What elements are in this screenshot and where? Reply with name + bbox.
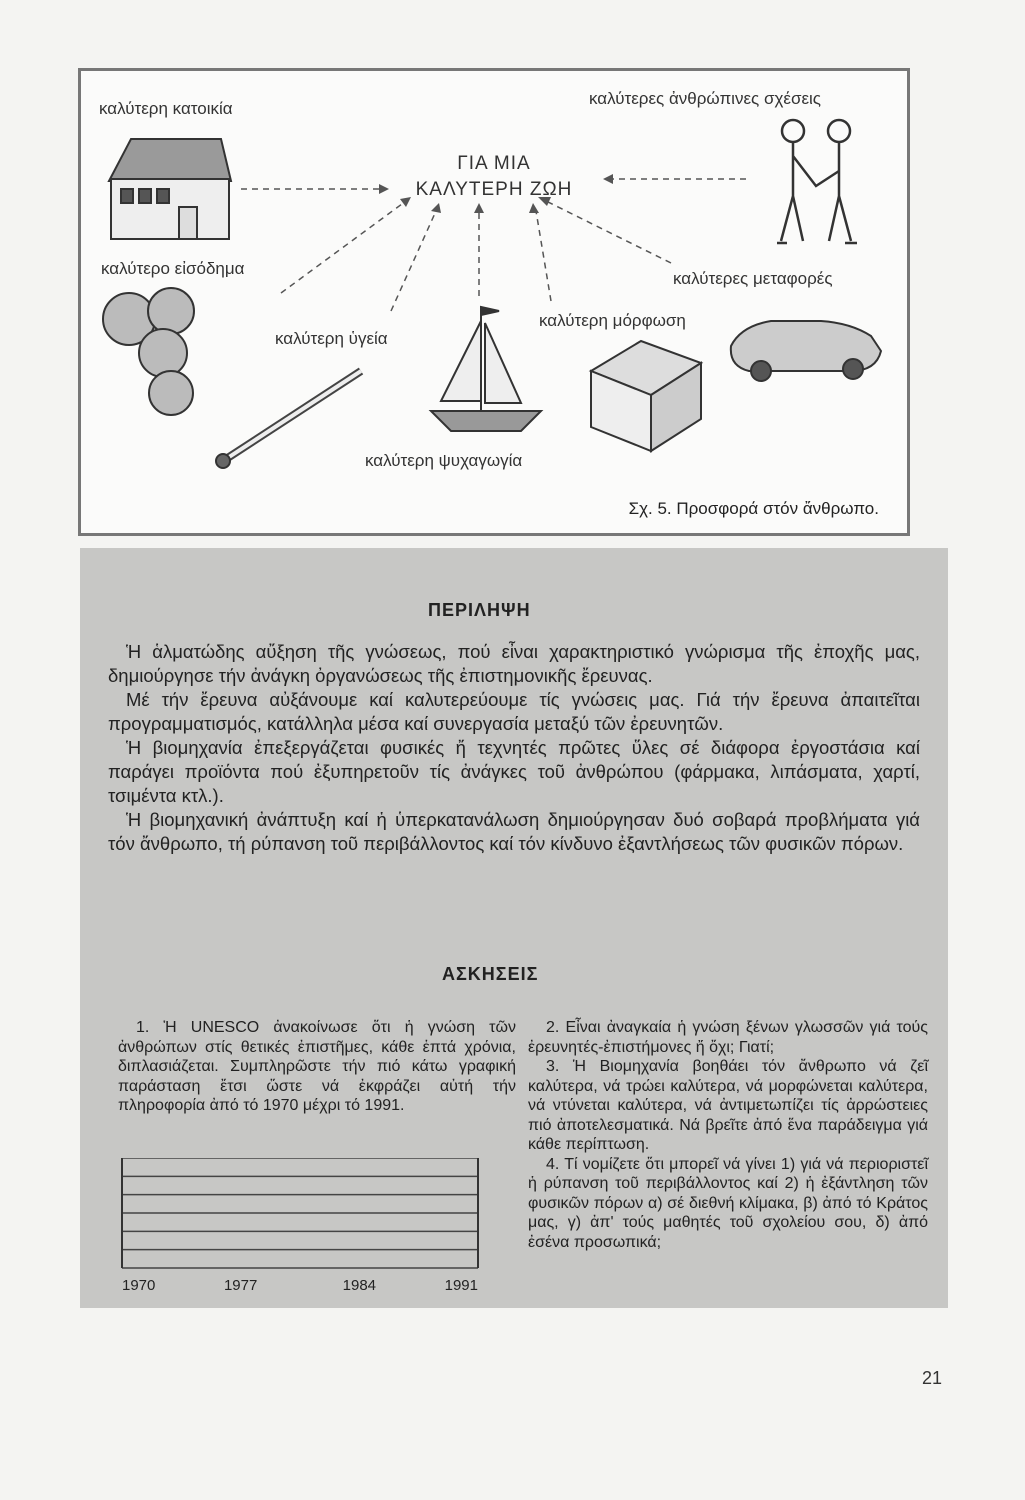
x-tick-label: 1970 [122, 1277, 156, 1294]
x-tick-label: 1977 [223, 1277, 258, 1294]
exercises-title: ΑΣΚΗΣΕΙΣ [442, 964, 539, 984]
graph-svg [116, 1158, 516, 1298]
x-tick-label: 1984 [342, 1277, 377, 1294]
center-title [399, 151, 589, 203]
center-title-line2: ΚΑΛΥΤΕΡΗ ΖΩΗ [415, 179, 573, 200]
label-income: καλύτερο εἰσόδημα [101, 259, 245, 278]
x-tick-label: 1991 [444, 1277, 478, 1294]
summary-paragraph: Ἡ βιομηχανία ἐπεξεργάζεται φυσικές ἤ τεχνητές πρῶτες ὕλες σέ διάφορα ἐργοστάσια καί παράγει προϊόντα πού ἐξυπηρετοῦν τίς ἀνάγκες τοῦ ἀνθρώπου (φάρμακα, λιπάσματα, χαρτί, τσιμέντα κτλ.). [108, 737, 920, 806]
exercise-item: 4. Τί νομίζετε ὅτι μπορεῖ νά γίνει 1) γιά νά περιοριστεῖ ἡ ρύπανση τοῦ περιβάλλοντος καί 2) ἡ ἐξάντληση τῶν φυσικῶν πόρων α) σέ διεθνή κλίμακα, β) ἀπό τό Κράτος μας, γ) ἀπ' τούς μαθητές τοῦ σχολείου σου, δ) ἀπό ἐσένα προσωπικά; [528, 1155, 928, 1251]
center-title-line1: ΓΙΑ ΜΙΑ [457, 153, 531, 174]
coins-icon [103, 288, 194, 415]
summary-section [80, 548, 948, 1308]
exercise-item: 3. Ἡ Βιομηχανία βοηθάει τόν ἄνθρωπο νά ζεῖ καλύτερα, νά τρώει καλύτερα, νά μορφώνεται καλύτερα, νά ντύνεται καλύτερα, νά ἀντιμετωπίζει τίς ἀρρώστειες πιό ἀποτελεσματικά. Νά βρεῖτε ἀπό ἕνα παράδειγμα γιά κάθε περίπτωση. [528, 1058, 928, 1153]
house-icon [109, 139, 231, 239]
label-transport: καλύτερες μεταφορές [673, 269, 833, 288]
label-relations: καλύτερες ἀνθρώπινες σχέσεις [589, 89, 821, 108]
figure-frame [78, 68, 910, 536]
book-icon [591, 341, 701, 451]
thermometer-icon [216, 371, 361, 468]
summary-text [108, 640, 920, 856]
label-education: καλύτερη μόρφωση [539, 311, 686, 330]
car-icon [731, 321, 881, 381]
exercise-item: 1. Ἡ UNESCO ἀνακοίνωσε ὅτι ἡ γνώση τῶν ἀνθρώπων στίς θετικές ἐπιστῆμες, κάθε ἑπτά χρόνια, διπλασιάζεται. Συμπληρῶστε τήν πιό κάτω γραφική παράσταση ἔτσι ὥστε νά ἐκφράζει αὐτή τήν πληροφορία ἀπό τό 1970 μέχρι τό 1991. [118, 1019, 516, 1114]
label-recreation: καλύτερη ψυχαγωγία [365, 451, 523, 470]
exercises-left-column [118, 1018, 516, 1116]
summary-paragraph: Ἡ βιομηχανική ἀνάπτυξη καί ἡ ὑπερκατανάλωση δημιούργησαν δυό σοβαρά προβλήματα γιά τόν ἄνθρωπο, τή ρύπανση τοῦ περιβάλλοντος καί τόν κίνδυνο ἐξαντλήσεως τῶν φυσικῶν πόρων. [108, 809, 920, 854]
exercise-item: 2. Εἶναι ἀναγκαία ἡ γνώση ξένων γλωσσῶν γιά τούς ἐρευνητές-ἐπιστήμονες ἤ ὄχι; Γιατί; [528, 1019, 928, 1056]
people-icon [777, 120, 857, 243]
label-health: καλύτερη ὑγεία [275, 329, 388, 348]
exercises-right-column [528, 1018, 928, 1252]
summary-paragraph: Ἡ ἁλματώδης αὔξηση τῆς γνώσεως, πού εἶναι χαρακτηριστικό γνώρισμα τῆς ἐποχῆς μας, δημιούργησε τήν ἀνάγκη ὀργανώσεως τῆς ἐπιστημονικῆς ἔρευνας. [108, 641, 920, 686]
figure-caption: Σχ. 5. Προσφορά στόν ἄνθρωπο. [628, 499, 879, 518]
label-housing: καλύτερη κατοικία [99, 99, 233, 118]
summary-title: ΠΕΡΙΛΗΨΗ [428, 600, 531, 620]
page-number: 21 [922, 1368, 943, 1388]
summary-paragraph: Μέ τήν ἔρευνα αὐξάνουμε καί καλυτερεύουμε τίς γνώσεις μας. Γιά τήν ἔρευνα ἀπαιτεῖται προγραμματισμός, κατάλληλα μέσα καί συνεργασία μεταξύ τῶν ἐρευνητῶν. [108, 689, 920, 734]
sailboat-icon [431, 307, 541, 431]
exercise-graph [116, 1158, 516, 1298]
